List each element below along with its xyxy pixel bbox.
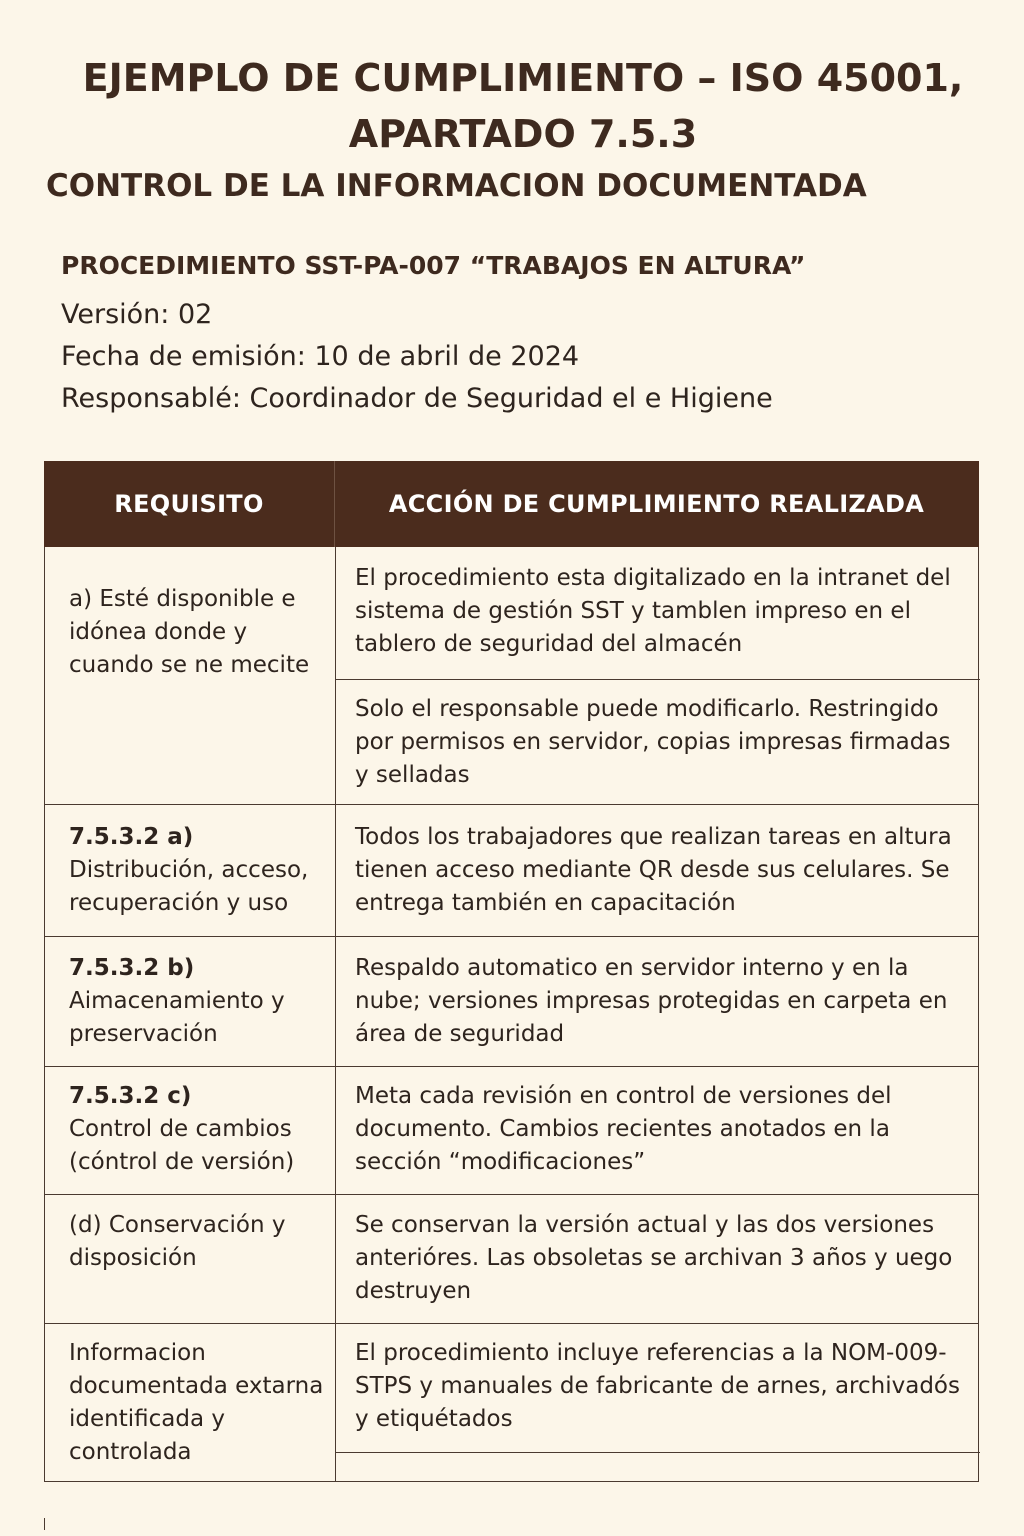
column-divider <box>335 547 336 1482</box>
requirement-text: (d) Conservación y disposición <box>69 1212 286 1271</box>
compliance-table <box>44 461 979 1482</box>
header-action: ACCIÓN DE CUMPLIMIENTO REALIZADA <box>388 490 925 518</box>
table-row-1-action-1: El procedimiento esta digitalizado en la intranet del sistema de gestión SST y tamblen impreso en el tablero de seguridad del almacén <box>355 565 951 657</box>
margin-tick <box>44 1518 45 1530</box>
procedure-responsible: Responsablé: Coordinador de Seguridad el e Higiene <box>61 383 773 414</box>
table-row-2-requirement <box>69 821 331 920</box>
row-separator <box>44 936 979 937</box>
table-row-5-action: Se conservan la versión actual y las dos versiones anterióres. Las obsoletas se archivan 3 años y uego destruyen <box>355 1212 953 1304</box>
table-row-3-action: Respaldo automatico en servidor interno y en la nube; versiones impresas protegidas en carpeta en área de seguridad <box>355 955 948 1047</box>
requirement-text: a) Esté disponible e idónea donde y cuando se ne mecite <box>69 586 310 678</box>
procedure-name: PROCEDIMIENTO SST-PA-007 “TRABAJOS EN ALTURA” <box>61 251 806 280</box>
procedure-issue-date: Fecha de emisión: 10 de abril de 2024 <box>61 341 580 372</box>
table-row-1-requirement <box>69 583 331 682</box>
row-separator <box>335 679 980 680</box>
row-separator <box>44 804 979 805</box>
procedure-version: Versión: 02 <box>61 299 213 330</box>
table-row-2-action: Todos los trabajadores que realizan tareas en altura tienen acceso mediante QR desde sus celulares. Se entrega también en capacitación <box>355 824 952 916</box>
requirement-code: 7.5.3.2 a) <box>69 824 194 850</box>
requirement-text: Informacion documentada extarna identificada y controlada <box>69 1340 324 1465</box>
row-separator <box>44 1323 979 1324</box>
table-row-3-requirement <box>69 952 331 1051</box>
requirement-code: 7.5.3.2 b) <box>69 955 195 981</box>
requirement-code: 7.5.3.2 c) <box>69 1083 192 1109</box>
row-separator <box>44 1066 979 1067</box>
requirement-text: Control de cambios (cóntrol de versión) <box>69 1116 295 1175</box>
requirement-text: Distribución, acceso, recuperación y uso <box>69 857 309 916</box>
header-requirement: REQUISITO <box>114 490 264 518</box>
title-line-2: APARTADO 7.5.3 <box>348 112 698 156</box>
table-header <box>44 461 979 547</box>
requirement-text: Aimacenamiento y preservación <box>69 988 285 1047</box>
table-row-4-requirement <box>69 1080 331 1179</box>
table-row-4-action: Meta cada revisión en control de versiones del documento. Cambios recientes anotados en la sección “modificaciones” <box>355 1083 892 1175</box>
document-subtitle: CONTROL DE LA INFORMACION DOCUMENTADA <box>46 168 867 204</box>
table-bottom-border <box>44 1481 979 1482</box>
table-row-6-requirement <box>69 1337 331 1469</box>
table-row-1-action-2: Solo el responsable puede modificarlo. Restringido por permisos en servidor, copias impresas firmadas y selladas <box>355 696 951 788</box>
row-separator <box>335 1452 980 1453</box>
title-line-1: EJEMPLO DE CUMPLIMIENTO – ISO 45001, <box>82 56 964 100</box>
document-title <box>0 50 1024 162</box>
table-row-5-requirement <box>69 1209 331 1275</box>
table-row-6-action: El procedimiento incluye referencias a la NOM-009-STPS y manuales de fabricante de arnes, archivadós y etiquétados <box>355 1340 960 1432</box>
row-separator <box>44 1194 979 1195</box>
